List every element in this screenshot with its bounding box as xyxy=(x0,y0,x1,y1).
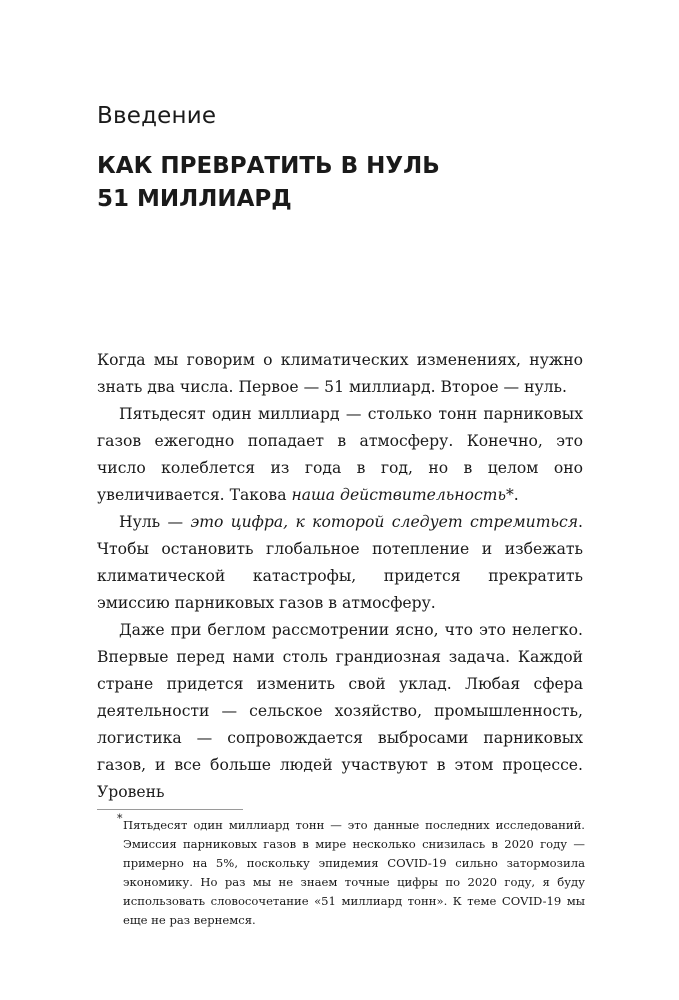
paragraph-3-end: . Чтобы остановить глобальное потепление и избежать климатической катастрофы, придется прекратить эмиссию парниковых газов в атмосферу. xyxy=(97,513,583,612)
footnote-reference: *. xyxy=(505,486,519,504)
paragraph-2-start: Пятьдесят один миллиард — столько тонн парниковых газов ежегодно попадает в атмосферу. Конечно, это число колеблется из года в год, но в целом оно увеличивается. Такова xyxy=(97,405,583,504)
chapter-title xyxy=(97,150,597,216)
footnote-divider xyxy=(97,809,243,810)
paragraph-2-emphasis: наша действительность xyxy=(291,486,506,504)
chapter-title-line-2: 51 МИЛЛИАРД xyxy=(97,186,292,212)
section-label: Введение xyxy=(97,103,217,129)
footnote-text: Пятьдесят один миллиард тонн — это данные последних исследований. Эмиссия парниковых газов в мире несколько снизилась в 2020 году — примерно на 5%, поскольку эпидемия COVID-19 сильно затормозила экономику. Но раз мы не знаем точные цифры по 2020 году, я буду использовать словосочетание «51 миллиард тонн». К теме COVID-19 мы еще не раз вернемся. xyxy=(123,818,585,927)
chapter-title-line-1: КАК ПРЕВРАТИТЬ В НУЛЬ xyxy=(97,153,440,179)
paragraph-3-emphasis: это цифра, к которой следует стремиться xyxy=(190,513,579,531)
paragraph-3-start: Нуль — xyxy=(119,513,191,531)
body-text xyxy=(97,347,583,806)
paragraph-4: Даже при беглом рассмотрении ясно, что это нелегко. Впервые перед нами столь грандиозная задача. Каждой стране придется изменить свой уклад. Любая сфера деятельности — сельское хозяйство, промышленность, логистика — сопровождается выбросами парниковых газов, и все больше людей участвуют в этом процессе. Уровень xyxy=(97,621,583,801)
paragraph-3 xyxy=(97,509,583,617)
paragraph-2 xyxy=(97,401,583,509)
footnote-marker: * xyxy=(117,812,123,825)
paragraph-1: Когда мы говорим о климатических изменениях, нужно знать два числа. Первое — 51 миллиард. Второе — нуль. xyxy=(97,351,583,396)
